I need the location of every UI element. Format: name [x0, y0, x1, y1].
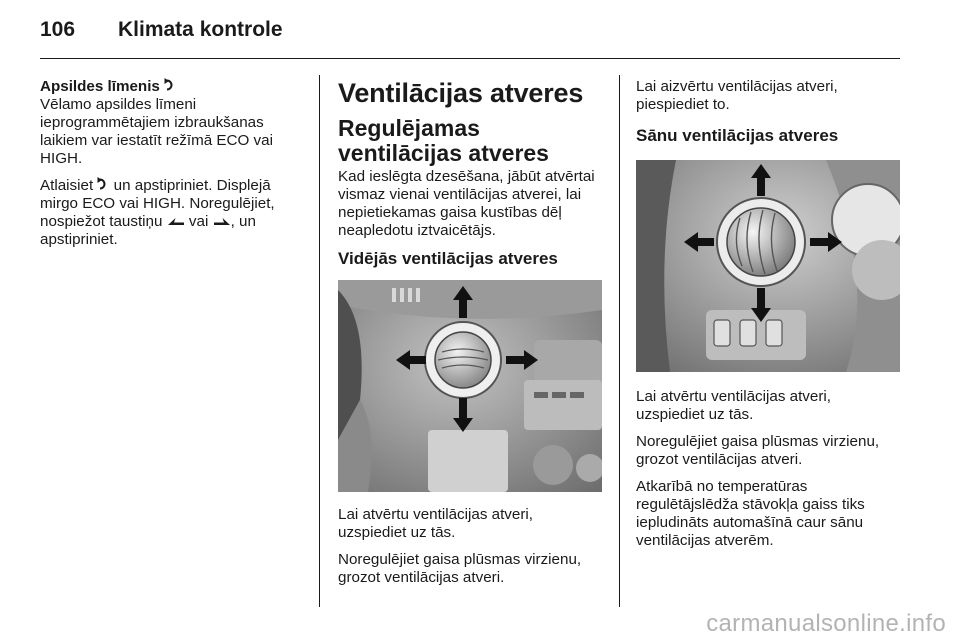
side-vent-illustration	[636, 160, 900, 372]
column-1	[40, 78, 298, 258]
left-indicator-icon	[167, 217, 185, 227]
column-2	[338, 78, 602, 596]
column-divider-1	[319, 75, 320, 607]
page-number: 106	[40, 18, 76, 41]
chapter-title: Klimata kontrole	[118, 18, 283, 41]
heating-level-text: Vēlamo apsildes līmeni ieprogrammētajiem izbraukšanas laikiem var iestatīt režīmā ECO vai HIGH.	[40, 96, 273, 167]
return-arrow-icon	[164, 78, 176, 92]
center-vent-illustration	[338, 280, 602, 492]
center-adjust-instruction: Noregulējiet gaisa plūsmas virzienu, grozot ventilācijas atveri.	[338, 551, 582, 586]
side-adjust-instruction: Noregulējiet gaisa plūsmas virzienu, grozot ventilācijas atveri.	[636, 433, 880, 468]
watermark: carmanualsonline.info	[706, 610, 946, 637]
page-header	[40, 18, 900, 48]
confirm-instructions: Atlaisiet un apstipriniet. Displejā mirgo ECO vai HIGH. Noregulējiet, nospiežot taustiņu vai , un apstipriniet.	[40, 177, 275, 248]
center-vents-heading: Vidējās ventilācijas atveres	[338, 249, 558, 268]
center-open-instruction: Lai atvērtu ventilācijas atveri, uzspiediet uz tās.	[338, 506, 533, 541]
close-vent-instruction: Lai aizvērtu ventilācijas atveri, piespiediet to.	[636, 78, 838, 113]
heating-level-heading: Apsildes līmenis	[40, 78, 298, 96]
vents-title: Ventilācijas atveres	[338, 78, 584, 108]
header-rule	[40, 58, 900, 59]
adjustable-vents-subtitle: Regulējamas ventilācijas atveres	[338, 115, 549, 166]
cooling-note: Kad ieslēgta dzesēšana, jābūt atvērtai vismaz vienai ventilācijas atverei, lai nepietiekamas gaisa kustības dēļ neapledotu iztvaicētājs.	[338, 168, 595, 239]
column-divider-2	[619, 75, 620, 607]
right-indicator-icon	[213, 217, 231, 227]
side-open-instruction: Lai atvērtu ventilācijas atveri, uzspiediet uz tās.	[636, 388, 831, 423]
side-vents-heading: Sānu ventilācijas atveres	[636, 126, 839, 145]
temperature-note: Atkarībā no temperatūras regulētājslēdža stāvokļa gaiss tiks iepludināts automašīnā caur sānu ventilācijas atverēm.	[636, 478, 865, 549]
return-arrow-icon	[97, 177, 109, 191]
column-3	[636, 78, 900, 559]
